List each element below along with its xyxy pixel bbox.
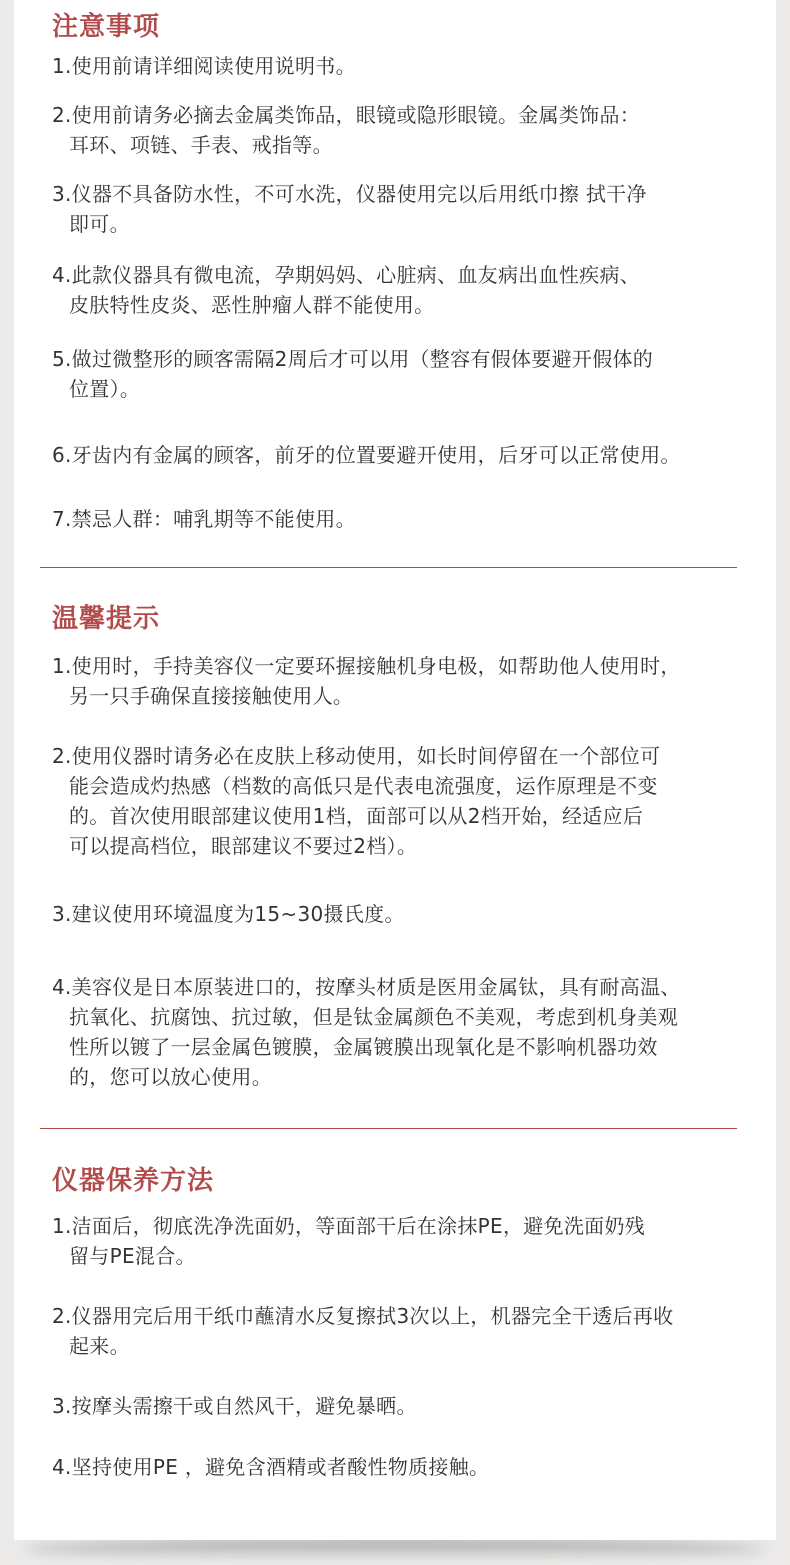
section-title-tips: 温馨提示 (52, 604, 161, 634)
item-line: 6.牙齿内有金属的顾客，前牙的位置要避开使用，后牙可以正常使用。 (52, 443, 681, 467)
maintenance-item-4 (52, 1452, 772, 1482)
precaution-item-4 (52, 260, 772, 320)
precaution-item-6 (52, 440, 772, 470)
item-line: 抗氧化、抗腐蚀、抗过敏，但是钛金属颜色不美观，考虑到机身美观 (69, 1005, 678, 1029)
card-shadow (24, 1538, 766, 1560)
maintenance-item-1 (52, 1211, 772, 1271)
section-title-maintenance: 仪器保养方法 (52, 1166, 215, 1196)
item-line: 的。首次使用眼部建议使用1档，面部可以从2档开始，经适应后 (69, 804, 644, 828)
content-card (14, 0, 776, 1540)
item-line: 能会造成灼热感（档数的高低只是代表电流强度，运作原理是不变 (69, 774, 658, 798)
item-line: 起来。 (69, 1334, 130, 1358)
item-line: 3.按摩头需擦干或自然风干，避免暴晒。 (52, 1394, 417, 1418)
item-line: 耳环、项链、手表、戒指等。 (69, 133, 333, 157)
tip-item-1 (52, 651, 772, 711)
tip-item-2 (52, 741, 772, 861)
precaution-item-1 (52, 51, 772, 81)
precaution-item-5 (52, 344, 772, 404)
precaution-item-2 (52, 100, 772, 160)
tip-item-3 (52, 899, 772, 929)
item-line: 3.仪器不具备防水性，不可水洗，仪器使用完以后用纸巾擦 拭干净 (52, 182, 647, 206)
item-line: 1.洁面后，彻底洗净洗面奶，等面部干后在涂抹PE，避免洗面奶残 (52, 1214, 646, 1238)
item-line: 4.美容仪是日本原装进口的，按摩头材质是医用金属钛，具有耐高温、 (52, 975, 681, 999)
item-line: 即可。 (69, 212, 130, 236)
section-divider (40, 567, 737, 568)
item-line: 皮肤特性皮炎、恶性肿瘤人群不能使用。 (69, 293, 435, 317)
item-line: 4.此款仪器具有微电流，孕期妈妈、心脏病、血友病出血性疾病、 (52, 263, 641, 287)
item-line: 3.建议使用环境温度为15~30摄氏度。 (52, 902, 405, 926)
item-line: 4.坚持使用PE ，避免含酒精或者酸性物质接触。 (52, 1455, 490, 1479)
precaution-item-3 (52, 179, 772, 239)
section-title-precautions: 注意事项 (52, 12, 161, 42)
maintenance-item-2 (52, 1301, 772, 1361)
maintenance-item-3 (52, 1391, 772, 1421)
item-line: 2.使用前请务必摘去金属类饰品，眼镜或隐形眼镜。金属类饰品： (52, 103, 641, 127)
item-line: 2.使用仪器时请务必在皮肤上移动使用，如长时间停留在一个部位可 (52, 744, 661, 768)
item-line: 可以提高档位，眼部建议不要过2档）。 (69, 834, 418, 858)
item-line: 性所以镀了一层金属色镀膜，金属镀膜出现氧化是不影响机器功效 (69, 1035, 658, 1059)
item-line: 留与PE混合。 (69, 1244, 196, 1268)
item-line: 1.使用前请详细阅读使用说明书。 (52, 54, 356, 78)
tip-item-4 (52, 972, 772, 1092)
item-line: 5.做过微整形的顾客需隔2周后才可以用（整容有假体要避开假体的 (52, 347, 654, 371)
item-line: 另一只手确保直接接触使用人。 (69, 684, 354, 708)
item-line: 2.仪器用完后用干纸巾蘸清水反复擦拭3次以上，机器完全干透后再收 (52, 1304, 674, 1328)
item-line: 的，您可以放心使用。 (69, 1065, 272, 1089)
section-divider (40, 1128, 737, 1129)
item-line: 1.使用时，手持美容仪一定要环握接触机身电极，如帮助他人使用时， (52, 654, 681, 678)
item-line: 7.禁忌人群：哺乳期等不能使用。 (52, 507, 356, 531)
item-line: 位置）。 (69, 377, 141, 401)
precaution-item-7 (52, 504, 772, 534)
